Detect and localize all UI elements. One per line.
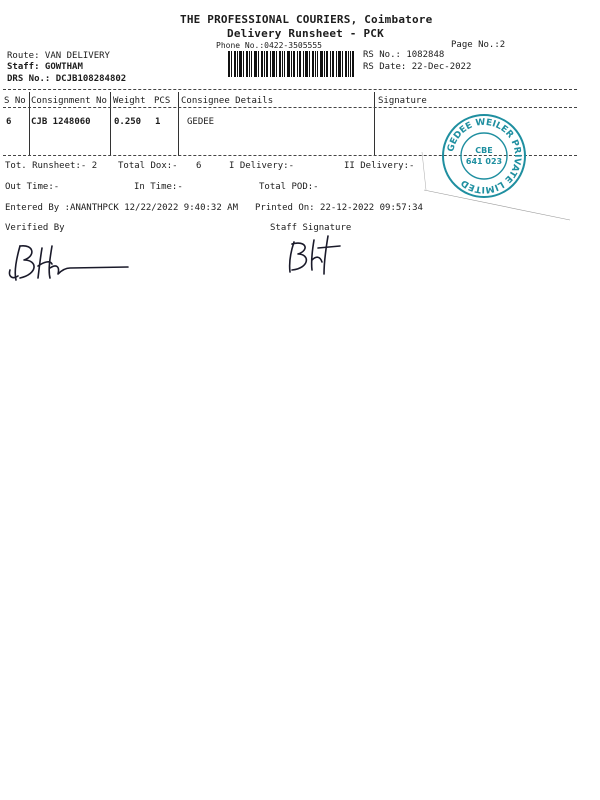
total-pod: Total POD:-	[259, 182, 319, 192]
header-weight: Weight	[113, 96, 146, 106]
verified-by-label: Verified By	[5, 223, 65, 233]
row-consignee: GEDEE	[187, 117, 215, 127]
rs-number: RS No.: 1082848	[363, 50, 445, 60]
total-dox-value: 6	[196, 161, 202, 171]
rs-date: RS Date: 22-Dec-2022	[363, 62, 472, 72]
drs-number: DRS No.: DCJB108284802	[7, 74, 127, 84]
stamp-center-bottom: 641 023	[465, 157, 503, 166]
header-consignment: Consignment No	[31, 96, 107, 106]
verifier-signature	[6, 240, 136, 285]
table-top-rule	[3, 89, 577, 90]
stamp-center-top: CBE	[475, 146, 493, 155]
tot-runsheet: Tot. Runsheet:- 2	[5, 161, 98, 171]
row-consignment: CJB 1248060	[31, 117, 91, 127]
entered-by: Entered By :ANANTHPCK 12/22/2022 9:40:32 AM	[5, 203, 238, 213]
row-weight: 0.250	[114, 117, 142, 127]
staff-signature-label: Staff Signature	[270, 223, 352, 233]
header-signature: Signature	[378, 96, 427, 106]
in-time: In Time:-	[134, 182, 183, 192]
row-sno: 6	[6, 117, 12, 127]
col-divider	[110, 92, 111, 156]
header-consignee: Consignee Details	[181, 96, 274, 106]
staff: Staff: GOWTHAM	[7, 62, 83, 72]
table-header-rule	[3, 107, 577, 108]
col-divider	[374, 92, 375, 156]
ii-delivery: II Delivery:-	[344, 161, 415, 171]
out-time: Out Time:-	[5, 182, 60, 192]
staff-signature	[280, 232, 350, 277]
header-sno: S No	[4, 96, 26, 106]
page-number: Page No.:2	[451, 40, 506, 50]
header-pcs: PCS	[154, 96, 171, 106]
route: Route: VAN DELIVERY	[7, 51, 110, 61]
company-stamp	[440, 112, 528, 200]
document-title: Delivery Runsheet - PCK	[227, 27, 384, 40]
col-divider	[29, 92, 30, 156]
phone-number: Phone No.:0422-3505555	[216, 41, 322, 50]
stamp-ring-text: GEDEE WEILER PRIVATE LIMITED	[446, 117, 523, 195]
total-dox-label: Total Dox:-	[118, 161, 178, 171]
col-divider	[178, 92, 179, 156]
barcode	[228, 51, 354, 77]
company-name: THE PROFESSIONAL COURIERS, Coimbatore	[180, 13, 433, 26]
printed-on: Printed On: 22-12-2022 09:57:34	[255, 203, 423, 213]
i-delivery: I Delivery:-	[229, 161, 295, 171]
row-pcs: 1	[155, 117, 161, 127]
